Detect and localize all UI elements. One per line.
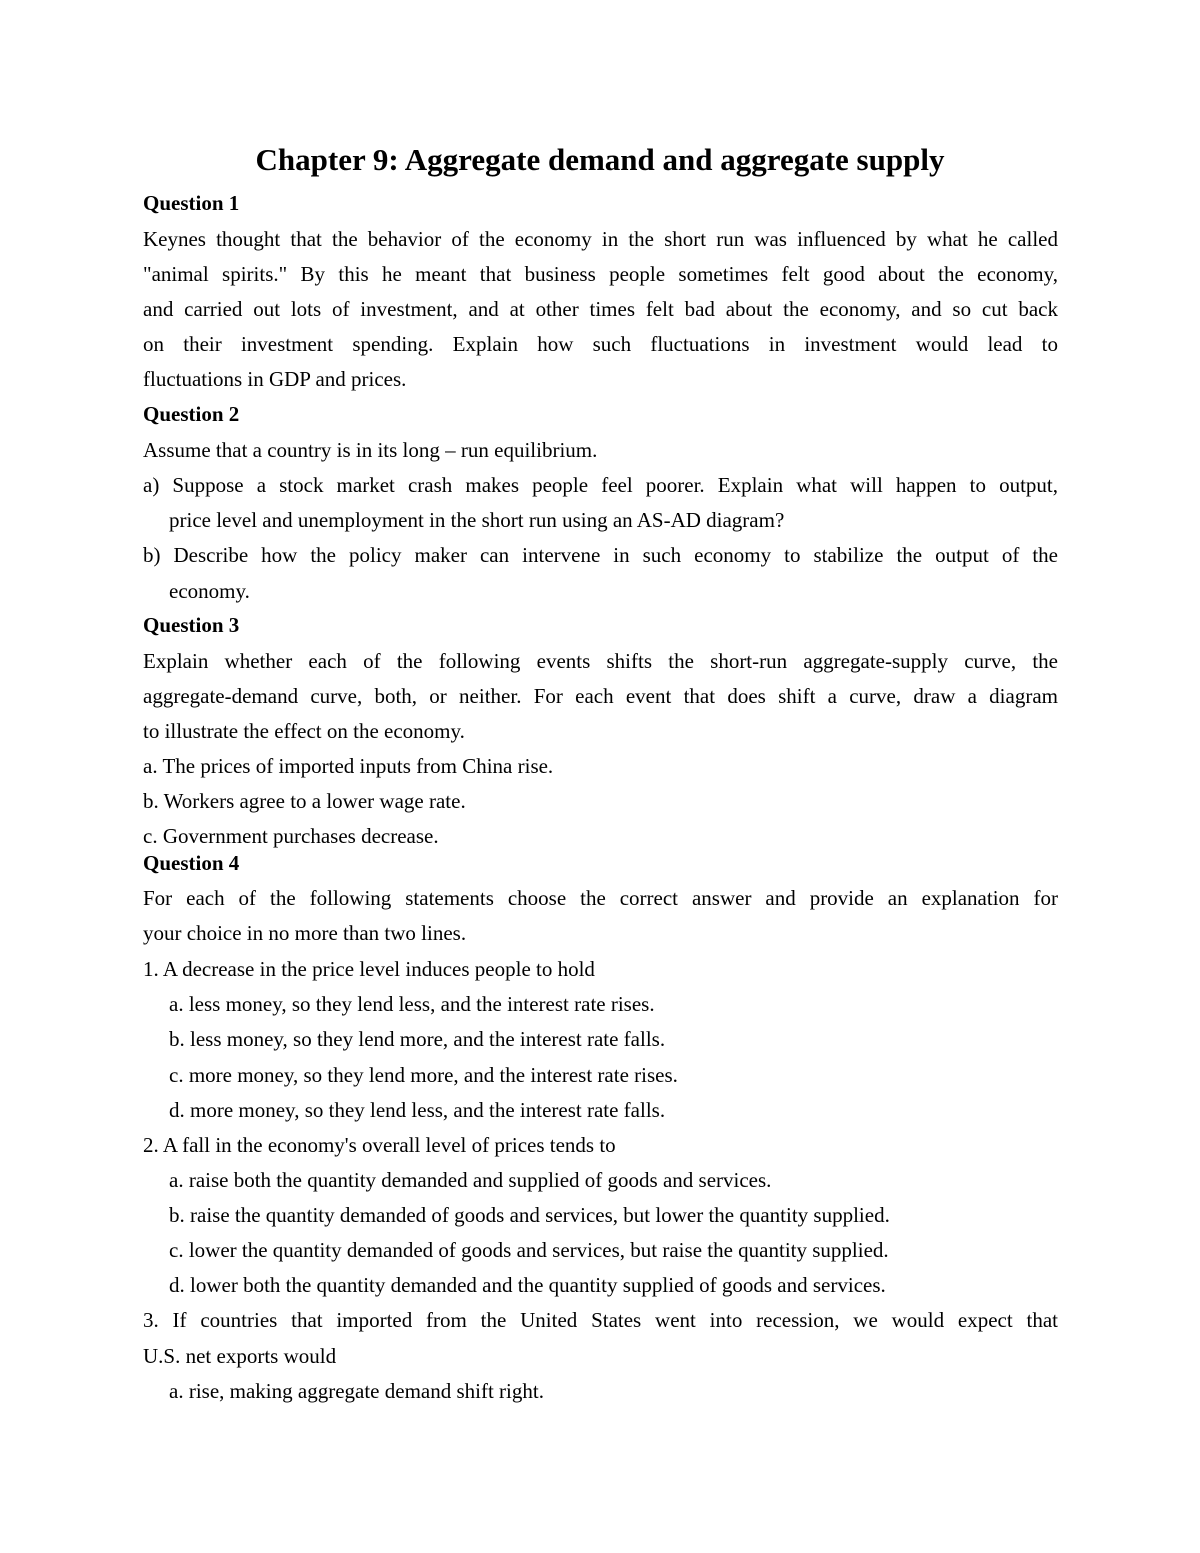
question-3-text-line: Explain whether each of the following events shifts the short-run aggregate-supply curve, the: [143, 649, 1058, 673]
question-2-part-a-continued: price level and unemployment in the short run using an AS-AD diagram?: [169, 508, 785, 532]
statement-1-option: b. less money, so they lend more, and the interest rate falls.: [169, 1027, 666, 1051]
question-4-heading: Question 4: [143, 851, 240, 875]
question-3-item: b. Workers agree to a lower wage rate.: [143, 789, 466, 813]
chapter-title: Chapter 9: Aggregate demand and aggregate supply: [255, 142, 945, 177]
question-1-text-line: on their investment spending. Explain how such fluctuations in investment would lead to: [143, 332, 1058, 356]
statement-1-option: d. more money, so they lend less, and the interest rate falls.: [169, 1098, 666, 1122]
statement-3-option: a. rise, making aggregate demand shift right.: [169, 1379, 544, 1403]
question-1-text-line: "animal spirits." By this he meant that business people sometimes felt good about the economy,: [143, 262, 1058, 286]
question-2-part-a: a) Suppose a stock market crash makes people feel poorer. Explain what will happen to output,: [143, 473, 1058, 497]
question-1-text-line: Keynes thought that the behavior of the economy in the short run was influenced by what he called: [143, 227, 1058, 251]
question-3-item: a. The prices of imported inputs from China rise.: [143, 754, 554, 778]
statement-2-option: d. lower both the quantity demanded and the quantity supplied of goods and services.: [169, 1273, 886, 1297]
statement-2-option: a. raise both the quantity demanded and supplied of goods and services.: [169, 1168, 772, 1192]
question-2-intro: Assume that a country is in its long – run equilibrium.: [143, 438, 598, 462]
question-3-item: c. Government purchases decrease.: [143, 824, 439, 848]
question-2-heading: Question 2: [143, 402, 240, 426]
statement-3-stem-continued: U.S. net exports would: [143, 1344, 337, 1368]
statement-2-option: b. raise the quantity demanded of goods and services, but lower the quantity supplied.: [169, 1203, 890, 1227]
question-3-heading: Question 3: [143, 613, 240, 637]
statement-3-stem: 3. If countries that imported from the United States went into recession, we would expect that: [143, 1308, 1058, 1332]
question-2-part-b-continued: economy.: [169, 579, 250, 603]
question-4-text-line: your choice in no more than two lines.: [143, 921, 467, 945]
question-1-text-line: fluctuations in GDP and prices.: [143, 367, 407, 391]
statement-2-option: c. lower the quantity demanded of goods and services, but raise the quantity supplied.: [169, 1238, 889, 1262]
statement-1-option: a. less money, so they lend less, and the interest rate rises.: [169, 992, 655, 1016]
question-1-heading: Question 1: [143, 191, 240, 215]
question-2-part-b: b) Describe how the policy maker can intervene in such economy to stabilize the output of the: [143, 543, 1058, 567]
question-1-text-line: and carried out lots of investment, and at other times felt bad about the economy, and so cut back: [143, 297, 1058, 321]
statement-1-option: c. more money, so they lend more, and the interest rate rises.: [169, 1063, 678, 1087]
question-3-text-line: to illustrate the effect on the economy.: [143, 719, 465, 743]
statement-1-stem: 1. A decrease in the price level induces people to hold: [143, 957, 595, 981]
statement-2-stem: 2. A fall in the economy's overall level of prices tends to: [143, 1133, 616, 1157]
question-3-text-line: aggregate-demand curve, both, or neither. For each event that does shift a curve, draw a diagram: [143, 684, 1058, 708]
question-4-text-line: For each of the following statements choose the correct answer and provide an explanation for: [143, 886, 1058, 910]
